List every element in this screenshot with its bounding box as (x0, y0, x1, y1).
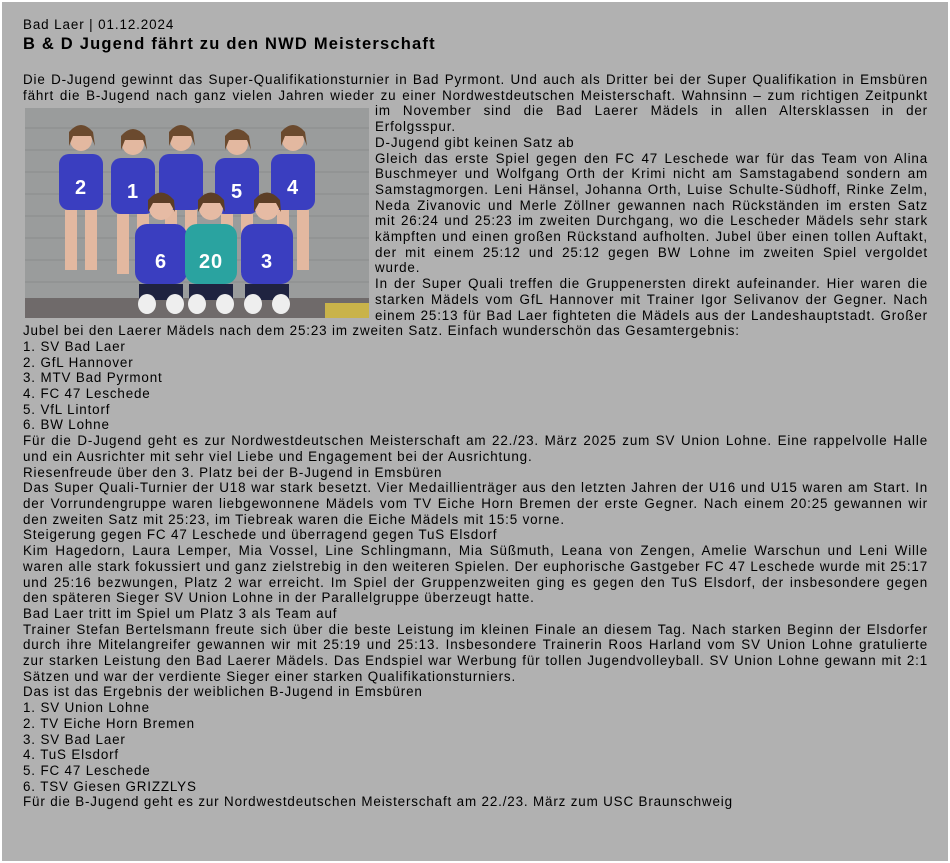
d-jugend-paragraph-1: Gleich das erste Spiel gegen den FC 47 Leschede war für das Team von Alina Buschmeyer und Wolfgang Orth der Krimi nicht am Samstagabend sondern am Samstagmorgen. Leni Hänsel, Johanna Orth, Luise Schulte-Südhoff, Rinke Zelm, Neda Zivanovic und Merle Zöllner gewannen nach Rückständen im ersten Satz mit 26:24 und 25:23 im zweiten Durchgang, wo die Lescheder Mädels sehr stark kämpften und einen großen Rückstand aufholten. Jubel über einen tollen Auftakt, der mit einem 25:12 und 25:12 gegen BW Lohne im zweiten Spiel vergoldet wurde. (375, 150, 928, 276)
intro-text-start: Die D-Jugend gewinnt das Super-Qualifikationsturnier in Bad Pyrmont. Und auch als Dritter bei der Super Qualifikation in Emsbüren fährt die B-Jugend nach ganz vielen Jahren wieder zu einer Nordwestdeutschen Meisterschaft. Wahnsinn – (23, 72, 928, 103)
knee-pad (244, 294, 262, 314)
jersey-number: 4 (287, 177, 299, 200)
b-jugend-paragraph-2: Kim Hagedorn, Laura Lemper, Mia Vossel, Line Schlingmann, Mia Süßmuth, Leana von Zengen, Amelie Warschun und Leni Wille waren alle stark fokussiert und ganz zielstrebig in den weiteren Spielen. Der euphorische Gastgeber FC 47 Leschede wurde mit 25:17 und 25:16 bezwungen, Platz 2 war erreicht. Im Spiel der Gruppenzweiten ging es gegen den TuS Elsdorf, der insbesondere gegen den späteren Sieger SV Union Lohne in der Parallelgruppe überzeugt hatte. (23, 543, 928, 606)
article-meta: Bad Laer | 01.12.2024 (23, 17, 175, 32)
article-title: B & D Jugend fährt zu den NWD Meisterschaft (23, 35, 436, 53)
b-jugend-heading: Riesenfreude über den 3. Platz bei der B-Jugend in Emsbüren (23, 464, 443, 480)
b-jugend-paragraph-3: Trainer Stefan Bertelsmann freute sich über die beste Leistung im kleinen Finale an diesem Tag. Nach starken Beginn der Elsdorfer durch ihre Mitelangreifer gewannen wir mit 25:19 und 25:13. Insbesondere Trainerin Roos Harland vom SV Union Lohne gratulierte zur starken Leistung den Bad Laerer Mädels. Das Endspiel war Werbung für tollen Jugendvolleyball. SV Union Lohne gewann mit 2:1 Sätzen und war der verdiente Sieger einer starken Qualifikationsturniers. (23, 621, 928, 684)
knee-pad (272, 294, 290, 314)
d-jugend-result-item: 5. VfL Lintorf (23, 401, 111, 417)
b-jugend-results-intro: Das ist das Ergebnis der weiblichen B-Jugend in Emsbüren (23, 684, 423, 700)
intro-text-end: zum richtigen Zeitpunkt im November sind die Bad Laerer Mädels in allen Altersklassen in der Erfolgsspur. (375, 87, 928, 135)
jersey-number: 3 (261, 251, 273, 274)
b-jugend-result-item: 2. TV Eiche Horn Bremen (23, 715, 195, 731)
knee-pad (188, 294, 206, 314)
d-jugend-result-item: 3. MTV Bad Pyrmont (23, 370, 163, 386)
jersey-number: 5 (231, 181, 243, 204)
article-body (23, 72, 928, 810)
d-jugend-result-item: 6. BW Lohne (23, 417, 110, 433)
b-jugend-result-item: 3. SV Bad Laer (23, 731, 126, 747)
jersey-number: 2 (75, 177, 87, 200)
d-jugend-result-item: 2. GfL Hannover (23, 354, 134, 370)
d-jugend-result-item: 1. SV Bad Laer (23, 338, 126, 354)
d-jugend-heading: D-Jugend gibt keinen Satz ab (375, 134, 575, 150)
b-jugend-result-item: 5. FC 47 Leschede (23, 762, 151, 778)
d-jugend-paragraph-2: In der Super Quali treffen die Gruppenersten direkt aufeinander. Hier waren die starken Mädels vom GfL Hannover mit Trainer Igor Selivanov der Gegner. Nach einem 25:13 für Bad Laer fighteten die Mädels aus der Landeshauptstadt. Großer Jubel bei den Laerer Mädels nach dem 25:23 im zweiten Satz. Einfach wunderschön das Gesamtergebnis: (23, 276, 928, 339)
b-jugend-final-paragraph: Für die B-Jugend geht es zur Nordwestdeutschen Meisterschaft am 22./23. März zum USC Braunschweig (23, 794, 733, 810)
b-jugend-paragraph-1: Das Super Quali-Turnier der U18 war stark besetzt. Vier Medaillienträger aus den letzten Jahren der U16 und U15 waren am Start. In der Vorrundengruppe waren liebgewonnene Mädels vom TV Eiche Horn Bremen der erste Gegner. Nach einem 20:25 gewannen wir den zweiten Satz mit 25:23, im Tiebreak waren die Eiche Mädels mit 15:5 vorne. (23, 480, 928, 527)
knee-pad (216, 294, 234, 314)
jersey-number: 20 (199, 251, 223, 274)
b-jugend-subheading-3: Bad Laer tritt im Spiel um Platz 3 als Team auf (23, 605, 338, 621)
b-jugend-result-item: 1. SV Union Lohne (23, 700, 150, 716)
jersey-number: 6 (155, 251, 167, 274)
b-jugend-result-item: 4. TuS Elsdorf (23, 747, 120, 763)
d-jugend-final-paragraph: Für die D-Jugend geht es zur Nordwestdeutschen Meisterschaft am 22./23. März 2025 zum SV Union Lohne. Eine rappelvolle Halle und ein Ausrichter mit sehr viel Liebe und Engagement bei der Ausrichtung. (23, 433, 928, 464)
jersey-number: 1 (127, 181, 139, 204)
team-photo (25, 108, 369, 318)
article-page (2, 2, 948, 861)
d-jugend-result-item: 4. FC 47 Leschede (23, 386, 151, 402)
knee-pad (166, 294, 184, 314)
knee-pad (138, 294, 156, 314)
b-jugend-result-item: 6. TSV Giesen GRIZZLYS (23, 778, 197, 794)
b-jugend-subheading-2: Steigerung gegen FC 47 Leschede und überragend gegen TuS Elsdorf (23, 527, 498, 543)
